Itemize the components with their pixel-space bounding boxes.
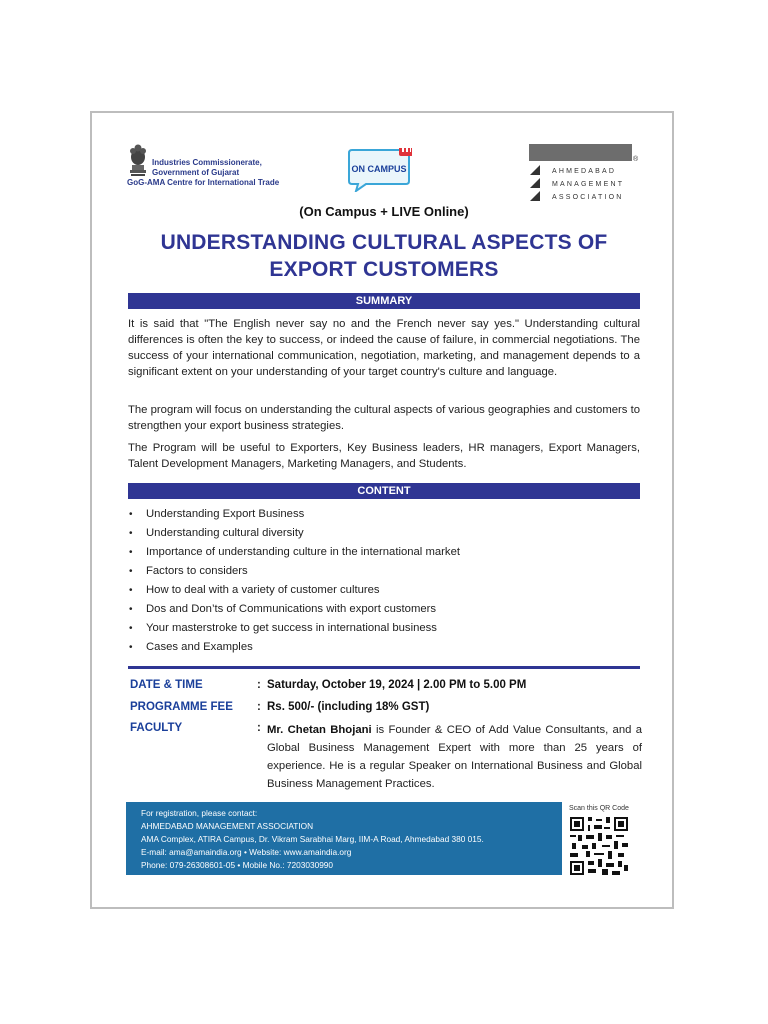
qr-code-icon[interactable] <box>569 817 629 875</box>
divider <box>128 666 640 669</box>
registered-mark: ® <box>633 156 639 163</box>
contact-intro: For registration, please contact: <box>141 808 258 818</box>
faculty-description: Mr. Chetan Bhojani is Founder & CEO of Add Value Consultants, and a Global Business Management Expert with more than 25 years of experience. He is a regular Speaker on International Business and Global Business Management Practices. <box>267 724 642 790</box>
content-list <box>128 505 640 657</box>
ama-name-line2: MANAGEMENT <box>552 181 625 188</box>
contact-box <box>126 802 562 875</box>
date-value: Saturday, October 19, 2024 | 2.00 PM to 5.00 PM <box>267 679 527 691</box>
content-heading: CONTENT <box>128 483 640 499</box>
list-item: • Understanding cultural diversity <box>128 524 640 543</box>
faculty-label: FACULTY <box>130 722 183 734</box>
list-item: • Cases and Examples <box>128 638 640 657</box>
list-item: • How to deal with a variety of customer cultures <box>128 581 640 600</box>
summary-paragraph-1: It is said that "The English never say no and the French never say yes." Understanding cultural differences is often the key to success, or indeed the cause of failure, in commercial negotiations. The success of your international communication, negotiation, marketing, and management depends to a significant extent on your understanding of your target country's culture and language. <box>128 318 640 378</box>
contact-org: AHMEDABAD MANAGEMENT ASSOCIATION <box>141 821 314 831</box>
ama-logo-icon <box>530 163 550 203</box>
qr-caption: Scan this QR Code <box>569 805 629 812</box>
list-item: • Your masterstroke to get success in international business <box>128 619 640 638</box>
contact-phone: Phone: 079-26308601-05 • Mobile No.: 7203030990 <box>141 860 334 870</box>
summary-paragraph-2: The program will focus on understanding the cultural aspects of various geographies and customers to strengthen your export business strategies. <box>128 404 640 432</box>
fee-label: PROGRAMME FEE <box>130 701 233 713</box>
state-emblem-icon <box>127 143 149 177</box>
ama-name-line1: AHMEDABAD <box>552 168 617 175</box>
summary-paragraph-3: The Program will be useful to Exporters, Key Business leaders, HR managers, Export Managers, Talent Development Managers, Marketing Managers, and Students. <box>128 442 640 470</box>
list-item: • Factors to considers <box>128 562 640 581</box>
ama-logo-bar <box>529 144 632 161</box>
list-item: • Dos and Don’ts of Communications with export customers <box>128 600 640 619</box>
list-item: • Importance of understanding culture in the international market <box>128 543 640 562</box>
program-mode: (On Campus + LIVE Online) <box>299 204 469 219</box>
ic-centre-name: GoG-AMA Centre for International Trade <box>127 178 280 187</box>
faculty-name: Mr. Chetan Bhojani <box>267 724 372 736</box>
date-label: DATE & TIME <box>130 679 203 691</box>
ic-name: Industries Commissionerate, Government of Gujarat <box>152 158 262 177</box>
ama-name-line3: ASSOCIATION <box>552 194 624 201</box>
summary-heading: SUMMARY <box>128 293 640 309</box>
contact-address: AMA Complex, ATIRA Campus, Dr. Vikram Sarabhai Marg, IIM-A Road, Ahmedabad 380 015. <box>141 834 484 844</box>
faculty-colon: : <box>257 722 261 734</box>
contact-email-website[interactable]: E-mail: ama@amaindia.org • Website: www.amaindia.org <box>141 847 352 857</box>
fee-colon: : <box>257 701 261 713</box>
program-title: UNDERSTANDING CULTURAL ASPECTS OF EXPORT CUSTOMERS <box>160 231 608 281</box>
list-item: • Understanding Export Business <box>128 505 640 524</box>
date-colon: : <box>257 679 261 691</box>
on-campus-label: ON CAMPUS <box>351 164 407 174</box>
fee-value: Rs. 500/- (including 18% GST) <box>267 701 430 713</box>
